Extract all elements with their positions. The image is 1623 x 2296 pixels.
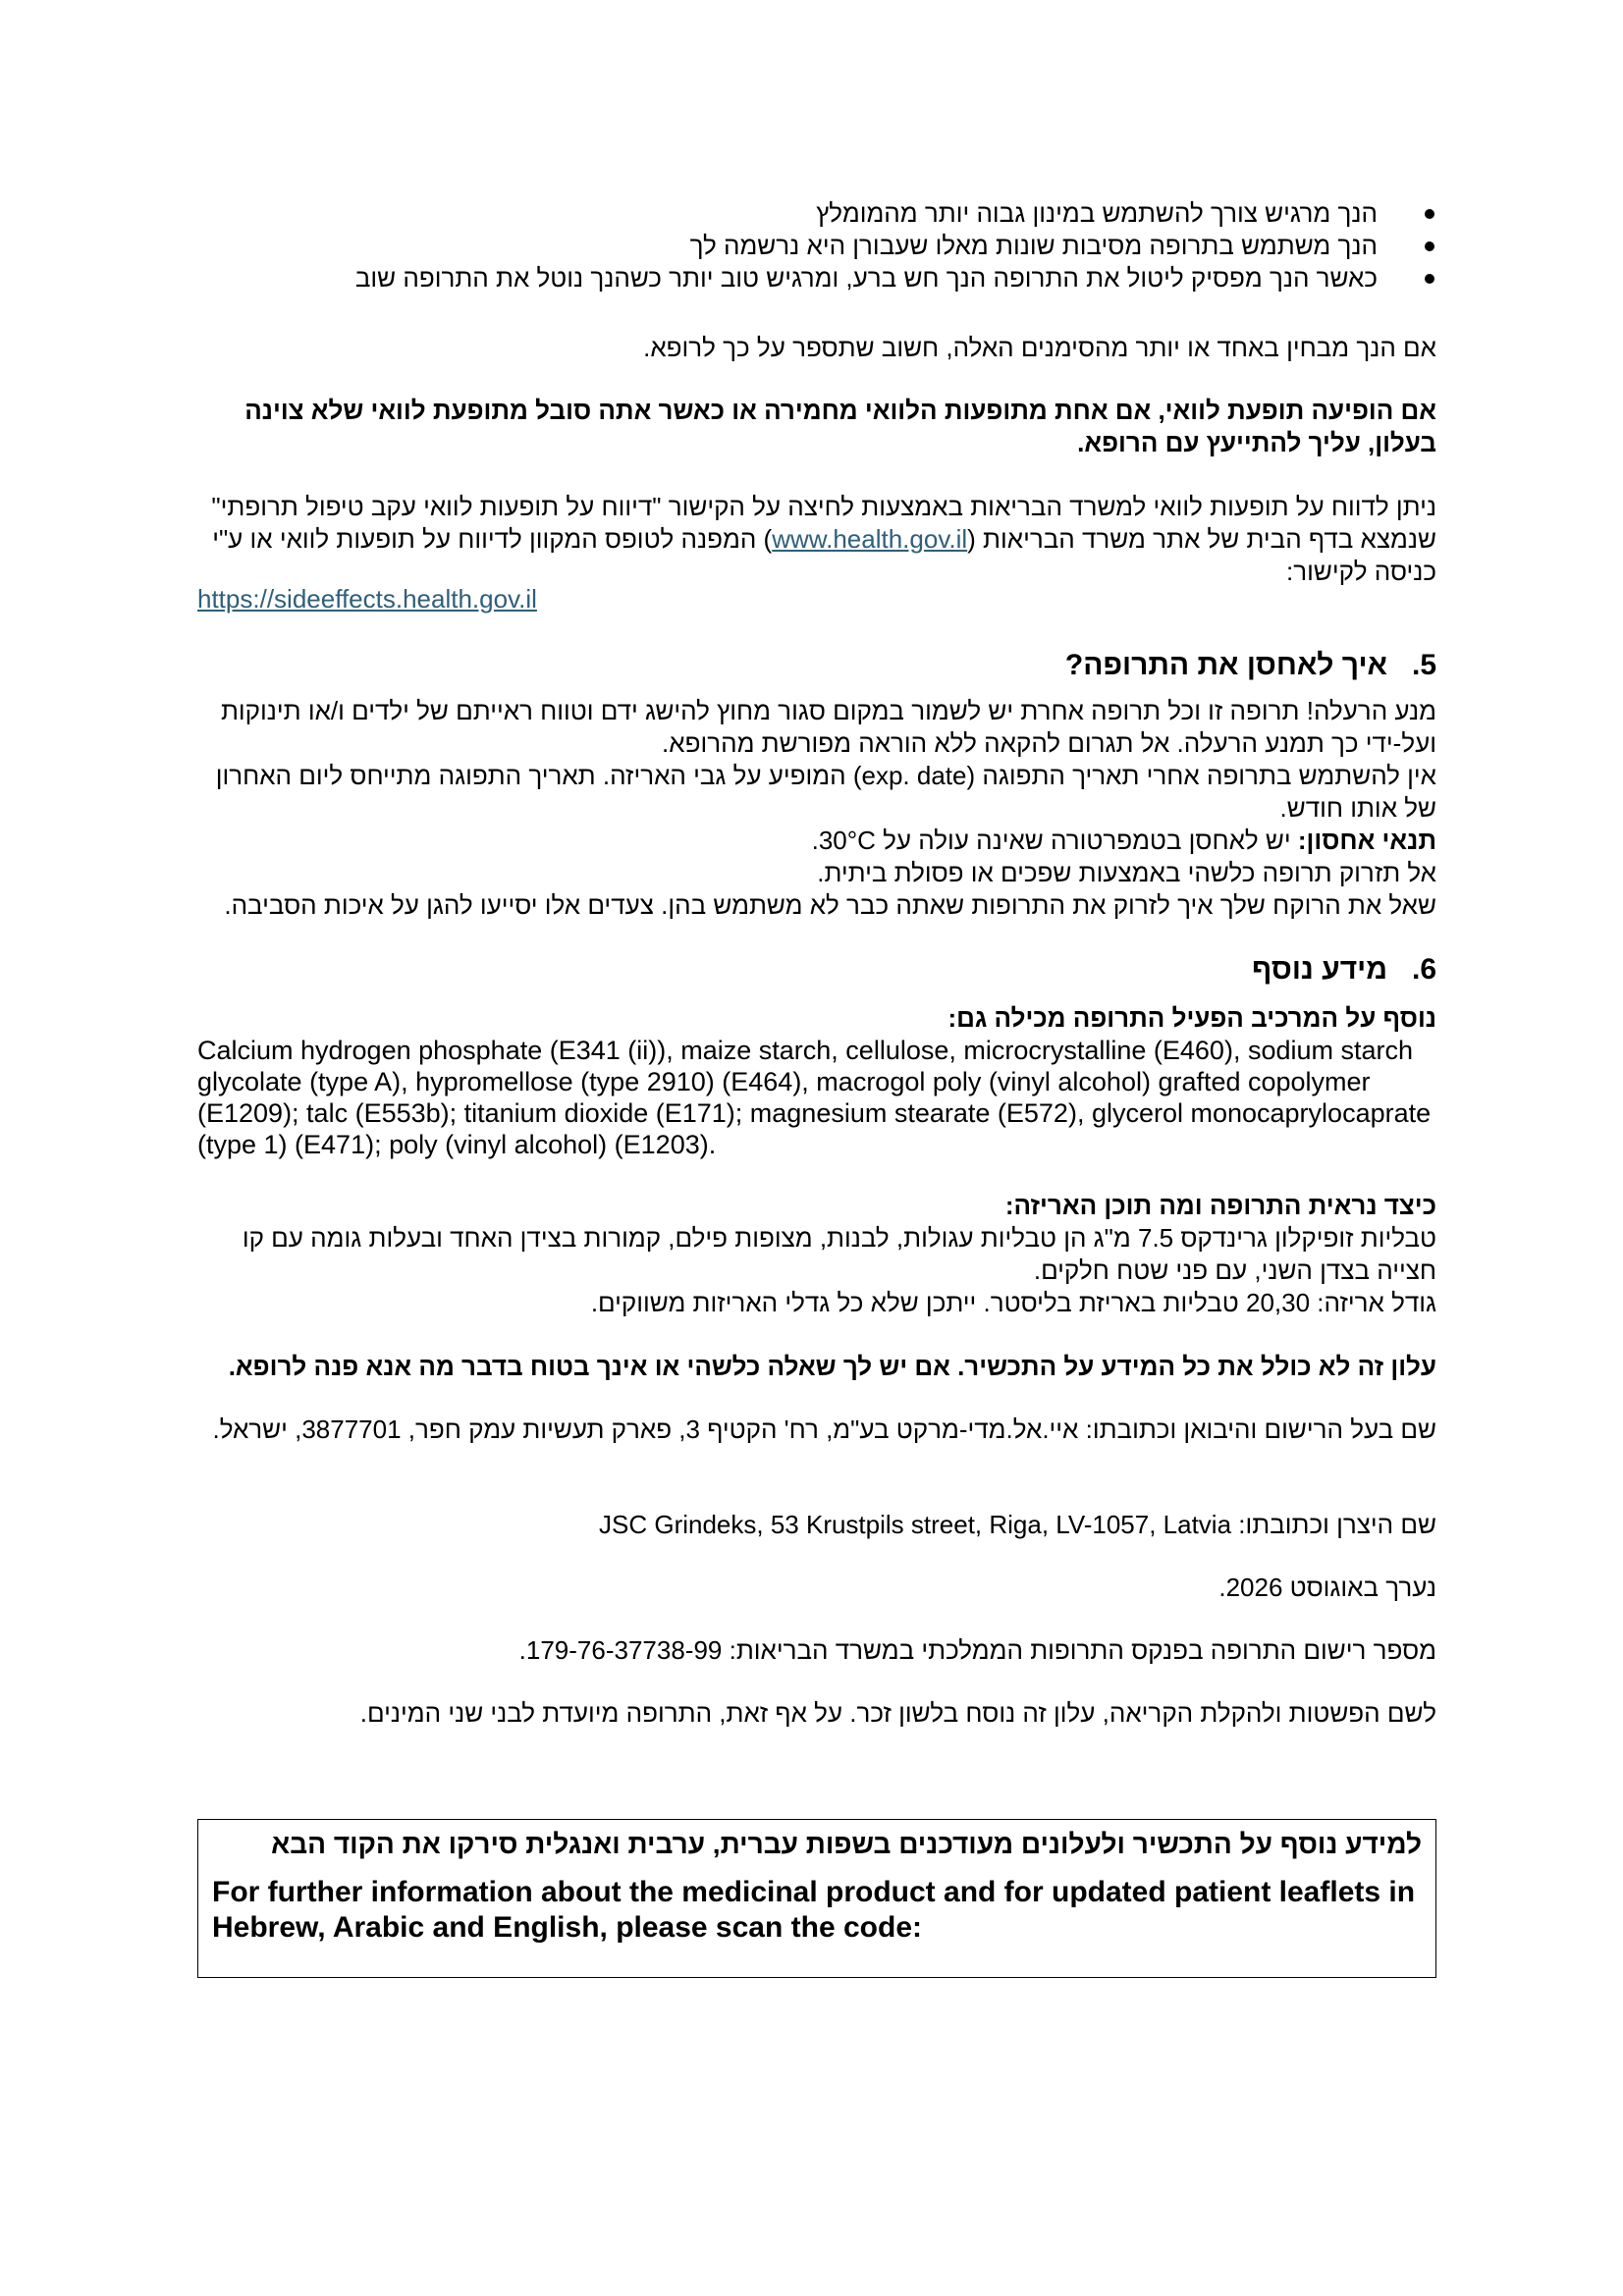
- storage-text: יש לאחסן בטמפרטורה שאינה עולה על 30°C.: [811, 826, 1298, 855]
- list-item: [197, 197, 1436, 230]
- ingredients-list: Calcium hydrogen phosphate (E341 (ii)), maize starch, cellulose, microcrystalline (E460), sodium starch glycolate (type A), hypromellose (type 2910) (E464), macrogol poly (vinyl alcohol) grafted copolymer (E1209); talc (E553b); titanium dioxide (E171); magnesium stearate (E572), glycerol monocaprylocaprate (type 1) (E471); poly (vinyl alcohol) (E1203).: [197, 1036, 1432, 1159]
- report-text: ניתן לדווח על תופעות לוואי למשרד הבריאות באמצעות לחיצה על הקישור "דיווח על תופעות לוואי עקב טיפול תרופתי" שנמצא בדף הבית של אתר משרד הבריאות (: [211, 492, 1436, 554]
- storage-conditions: [197, 825, 1436, 857]
- revision-date: נערך באוגוסט 2026.: [1218, 1573, 1436, 1602]
- section-6-heading: [197, 952, 1436, 988]
- health-gov-link[interactable]: www.health.gov.il: [772, 524, 968, 554]
- pack-size: גודל אריזה: 20,30 טבליות באריזת בליסטר. ייתכן שלא כל גדלי האריזות משווקים.: [590, 1288, 1436, 1317]
- section-number: 5.: [1411, 649, 1436, 681]
- list-item: [197, 230, 1436, 262]
- bullet-icon: [1425, 241, 1434, 251]
- disposal-note: אל תזרוק תרופה כלשהי באמצעות שפכים או פסולת ביתית.: [817, 858, 1436, 887]
- list-item-text: כאשר הנך מפסיק ליטול את התרופה הנך חש ברע, ומרגיש טוב יותר כשהנך נוטל את התרופה שוב: [354, 263, 1378, 293]
- ingredients-label: נוסף על המרכיב הפעיל התרופה מכילה גם:: [947, 1003, 1436, 1033]
- section-title: איך לאחסן את התרופה?: [1064, 649, 1387, 681]
- bullet-icon: [1425, 274, 1434, 284]
- appearance-text: טבליות זופיקלון גרינדקס 7.5 מ"ג הן טבליות עגולות, לבנות, מצופות פילם, קמורות בצידן האחד ובעלות גומה עם קו חצייה בצדן השני, עם פני שטח חלקים.: [242, 1223, 1436, 1285]
- report-text-after: ) המפנה לטופס המקוון לדיווח על תופעות לוואי או ע"י כניסה לקישור:: [212, 524, 1436, 586]
- list-item-text: הנך משתמש בתרופה מסיבות שונות מאלו שעבורן היא נרשמה לך: [689, 231, 1378, 260]
- manufacturer-label: שם היצרן וכתובתו:: [1231, 1510, 1436, 1539]
- scan-code-english: For further information about the medicinal product and for updated patient leaflets in Hebrew, Arabic and English, please scan the code:: [212, 1876, 1416, 1944]
- report-paragraph: [197, 491, 1436, 588]
- abuse-signs-list: [197, 197, 1436, 294]
- section-title: מידע נוסף: [1251, 953, 1387, 986]
- list-item-text: הנך מרגיש צורך להשתמש במינון גבוה יותר מהמומלץ: [816, 198, 1378, 228]
- list-item: [197, 262, 1436, 294]
- gender-note: לשם הפשטות ולהקלת הקריאה, עלון זה נוסח בלשון זכר. על אף זאת, התרופה מיועדת לבני שני המינים.: [359, 1698, 1436, 1728]
- section-number: 6.: [1411, 953, 1436, 986]
- side-effect-warning: אם הופיעה תופעת לוואי, אם אחת מתופעות הלוואי מחמירה או כאשר אתה סובל מתופעת לוואי שלא צוינה בעלון, עליך להתייעץ עם הרופא.: [244, 396, 1436, 457]
- license-holder: שם בעל הרישום והיבואן וכתובתו: איי.אל.מדי-מרקט בע"מ, רח' הקטיף 3, פארק תעשיות עמק חפר, 3877701, ישראל.: [212, 1415, 1436, 1444]
- storage-poison-warning: מנע הרעלה! תרופה זו וכל תרופה אחרת יש לשמור במקום סגור מחוץ להישג ידם וטווח ראייתם של ילדים ו/או תינוקות ועל-ידי כך תמנע הרעלה. אל תגרום להקאה ללא הוראה מפורשת מהרופא.: [220, 696, 1436, 758]
- expiry-note: אין להשתמש בתרופה אחרי תאריך התפוגה (exp. date) המופיע על גבי האריזה. תאריך התפוגה מתייחס ליום האחרון של אותו חודש.: [215, 761, 1436, 823]
- section-5-heading: [197, 648, 1436, 683]
- manufacturer: [197, 1509, 1436, 1541]
- sideeffects-link[interactable]: https://sideeffects.health.gov.il: [197, 584, 537, 614]
- sign-note: אם הנך מבחין באחד או יותר מהסימנים האלה, חשוב שתספר על כך לרופא.: [643, 333, 1436, 362]
- section-5: [197, 648, 1436, 683]
- leaflet-note: עלון זה לא כולל את כל המידע על התכשיר. אם יש לך שאלה כלשהי או אינך בטוח בדבר מה אנא פנה לרופא.: [228, 1352, 1436, 1381]
- scan-code-box: [197, 1819, 1436, 1978]
- storage-label: תנאי אחסון:: [1297, 826, 1436, 855]
- environment-note: שאל את הרוקח שלך איך לזרוק את התרופות שאתה כבר לא משתמש בהן. צעדים אלו יסייעו להגן על איכות הסביבה.: [224, 890, 1436, 920]
- section-6: [197, 952, 1436, 988]
- appearance-label: כיצד נראית התרופה ומה תוכן האריזה:: [1004, 1191, 1436, 1220]
- scan-code-hebrew: למידע נוסף על התכשיר ולעלונים מעודכנים בשפות עברית, ערבית ואנגלית סירקו את הקוד הבא: [271, 1829, 1422, 1859]
- manufacturer-value: JSC Grindeks, 53 Krustpils street, Riga, LV-1057, Latvia: [599, 1510, 1232, 1539]
- registration-number: מספר רישום התרופה בפנקס התרופות הממלכתי במשרד הבריאות: 179-76-37738-99.: [518, 1635, 1436, 1665]
- bullet-icon: [1425, 209, 1434, 219]
